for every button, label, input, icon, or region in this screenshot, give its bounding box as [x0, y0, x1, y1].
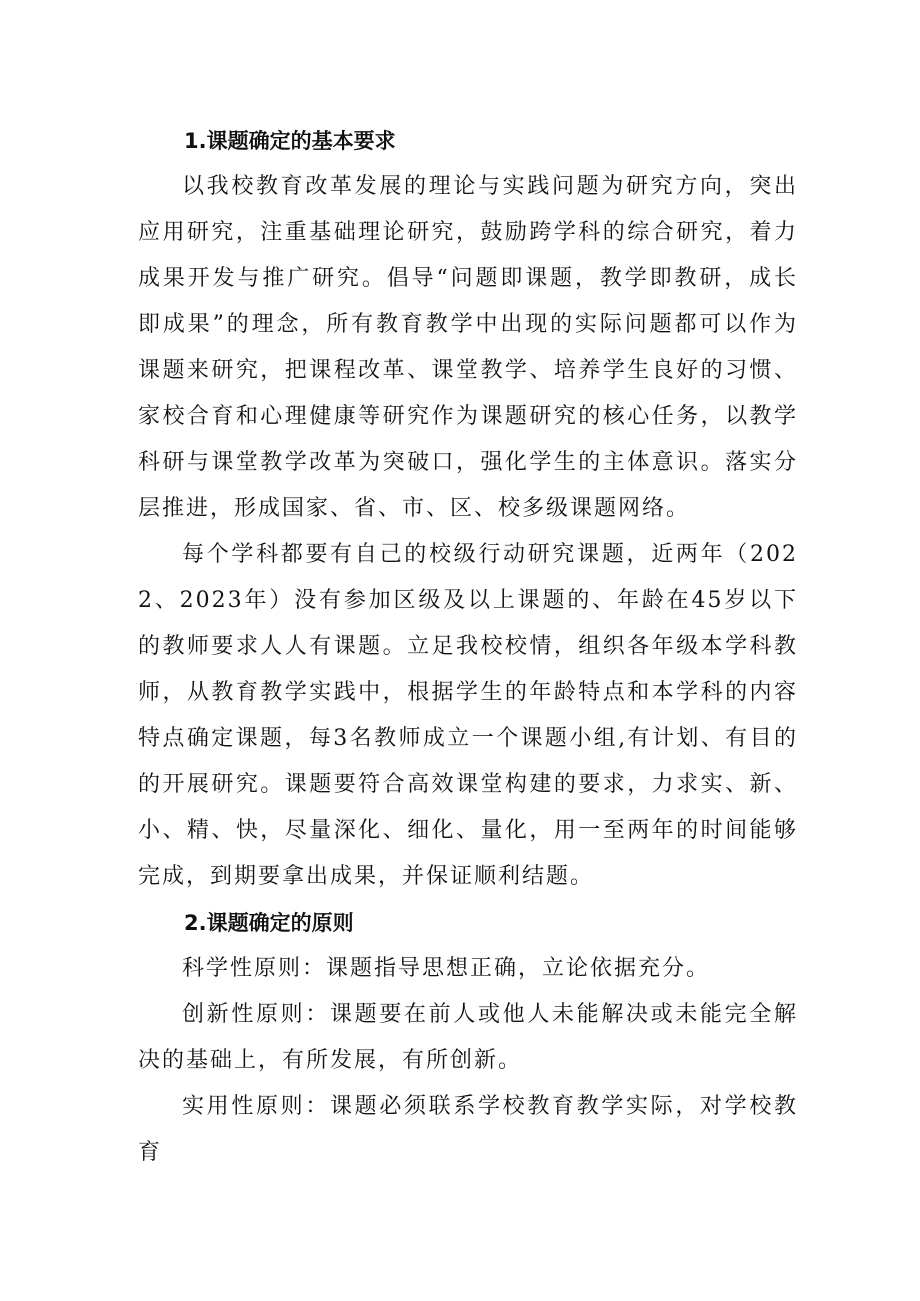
paragraph-scientific-principle: 科学性原则：课题指导思想正确，立论依据充分。 [182, 956, 711, 981]
section-heading-1: 1.课题确定的基本要求 [184, 129, 396, 153]
paragraph-subject-projects: 每个学科都要有自己的校级行动研究课题，近两年（2022、2023年）没有参加区级及以上课题的、年龄在45岁以下的教师要求人人有课题。立足我校校情，组织各年级本学科教师，从教育教学实践中，根据学生的年龄特点和本学科的内容特点确定课题，每3名教师成立一个课题小组,有计划、有目的的开展研究。课题要符合高效课堂构建的要求，力求实、新、小、精、快，尽量深化、细化、量化，用一至两年的时间能够完成，到期要拿出成果，并保证顺利结题。 [138, 542, 798, 889]
paragraph-research-direction: 以我校教育改革发展的理论与实践问题为研究方向，突出应用研究，注重基础理论研究，鼓励跨学科的综合研究，着力成果开发与推广研究。倡导“问题即课题，教学即教研，成长即成果”的理念，所有教育教学中出现的实际问题都可以作为课题来研究，把课程改革、课堂教学、培养学生良好的习惯、家校合育和心理健康等研究作为课题研究的核心任务，以教学科研与课堂教学改革为突破口，强化学生的主体意识。落实分层推进，形成国家、省、市、区、校多级课题网络。 [138, 174, 798, 521]
paragraph-practical-principle: 实用性原则：课题必须联系学校教育教学实际，对学校教育 [138, 1094, 798, 1165]
section-heading-2: 2.课题确定的原则 [184, 911, 354, 935]
paragraph-innovation-principle: 创新性原则：课题要在前人或他人未能解决或未能完全解决的基础上，有所发展，有所创新。 [138, 1002, 798, 1073]
document-body [138, 118, 798, 1176]
